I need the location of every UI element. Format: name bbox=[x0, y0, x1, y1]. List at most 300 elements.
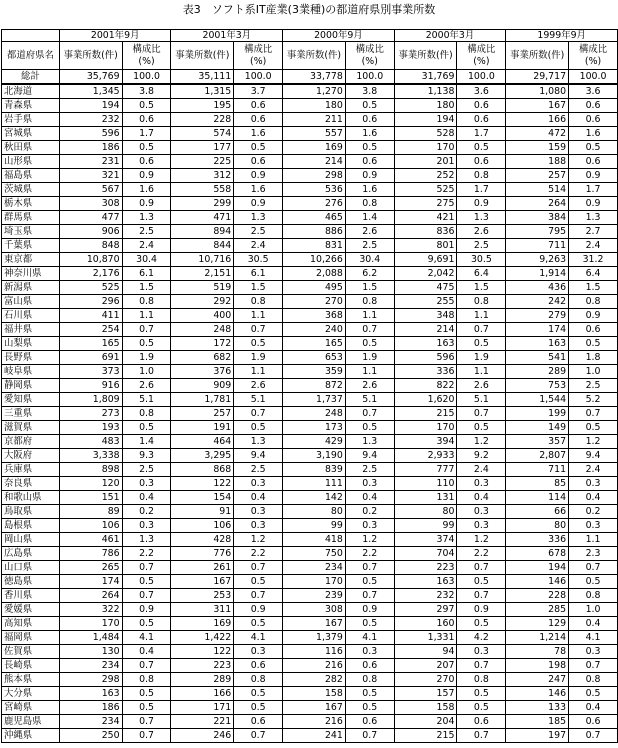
ratio-cell: 0.8 bbox=[345, 295, 394, 309]
count-cell: 10,870 bbox=[59, 253, 122, 267]
ratio-cell: 0.5 bbox=[345, 575, 394, 589]
count-cell: 285 bbox=[506, 603, 569, 617]
table-row bbox=[2, 253, 618, 267]
ratio-cell: 0.7 bbox=[345, 589, 394, 603]
ratio-cell: 0.7 bbox=[122, 323, 171, 337]
count-cell: 273 bbox=[59, 407, 122, 421]
ratio-cell: 0.7 bbox=[569, 407, 618, 421]
count-cell: 275 bbox=[394, 197, 457, 211]
table-row bbox=[2, 631, 618, 645]
count-cell: 357 bbox=[506, 435, 569, 449]
count-cell: 308 bbox=[59, 197, 122, 211]
table-row bbox=[2, 477, 618, 491]
prefecture-name-cell: 新潟県 bbox=[2, 281, 60, 295]
count-cell: 9,691 bbox=[394, 253, 457, 267]
prefecture-name-cell: 熊本県 bbox=[2, 673, 60, 687]
table-row bbox=[2, 211, 618, 225]
ratio-cell: 0.6 bbox=[234, 715, 283, 729]
table-row bbox=[2, 365, 618, 379]
count-cell: 1,422 bbox=[171, 631, 234, 645]
table-row bbox=[2, 337, 618, 351]
ratio-cell: 0.5 bbox=[569, 575, 618, 589]
count-cell: 10,716 bbox=[171, 253, 234, 267]
ratio-cell: 3.8 bbox=[122, 84, 171, 99]
prefecture-name-cell: 和歌山県 bbox=[2, 491, 60, 505]
ratio-cell: 0.3 bbox=[457, 519, 506, 533]
ratio-cell: 0.3 bbox=[457, 505, 506, 519]
ratio-cell: 0.9 bbox=[122, 169, 171, 183]
table-row bbox=[2, 519, 618, 533]
prefecture-name-cell: 千葉県 bbox=[2, 239, 60, 253]
count-cell: 368 bbox=[283, 309, 346, 323]
count-cell: 231 bbox=[59, 155, 122, 169]
count-cell: 429 bbox=[283, 435, 346, 449]
table-row bbox=[2, 547, 618, 561]
table-row bbox=[2, 673, 618, 687]
ratio-cell: 1.9 bbox=[345, 351, 394, 365]
ratio-cell: 1.5 bbox=[457, 281, 506, 295]
ratio-cell: 0.9 bbox=[234, 197, 283, 211]
count-cell: 525 bbox=[59, 281, 122, 295]
ratio-cell: 9.3 bbox=[122, 449, 171, 463]
count-cell: 250 bbox=[59, 729, 122, 743]
count-cell: 186 bbox=[59, 701, 122, 715]
ratio-cell: 0.5 bbox=[345, 421, 394, 435]
table-row bbox=[2, 379, 618, 393]
count-cell: 704 bbox=[394, 547, 457, 561]
ratio-cell: 2.2 bbox=[457, 547, 506, 561]
ratio-cell: 2.2 bbox=[234, 547, 283, 561]
ratio-cell: 0.6 bbox=[345, 155, 394, 169]
ratio-cell: 6.4 bbox=[457, 267, 506, 281]
ratio-cell: 0.6 bbox=[345, 113, 394, 127]
count-cell: 221 bbox=[171, 715, 234, 729]
count-cell: 906 bbox=[59, 225, 122, 239]
ratio-cell: 0.6 bbox=[457, 155, 506, 169]
ratio-cell: 1.7 bbox=[122, 127, 171, 141]
count-cell: 130 bbox=[59, 645, 122, 659]
ratio-cell: 0.7 bbox=[122, 589, 171, 603]
count-cell: 89 bbox=[59, 505, 122, 519]
prefecture-name-cell: 長野県 bbox=[2, 351, 60, 365]
ratio-cell: 0.5 bbox=[457, 421, 506, 435]
ratio-cell: 0.5 bbox=[457, 575, 506, 589]
ratio-cell: 0.5 bbox=[457, 617, 506, 631]
table-row bbox=[2, 141, 618, 155]
prefecture-name-cell: 栃木県 bbox=[2, 197, 60, 211]
count-cell: 2,176 bbox=[59, 267, 122, 281]
count-cell: 336 bbox=[394, 365, 457, 379]
table-row bbox=[2, 561, 618, 575]
ratio-cell: 0.9 bbox=[569, 169, 618, 183]
count-cell: 1,138 bbox=[394, 84, 457, 99]
count-cell: 653 bbox=[283, 351, 346, 365]
ratio-cell: 2.4 bbox=[569, 463, 618, 477]
ratio-cell: 1.2 bbox=[457, 533, 506, 547]
ratio-cell: 31.2 bbox=[569, 253, 618, 267]
table-row bbox=[2, 281, 618, 295]
count-cell: 234 bbox=[59, 715, 122, 729]
count-cell: 66 bbox=[506, 505, 569, 519]
ratio-cell: 6.1 bbox=[234, 267, 283, 281]
prefecture-name-cell: 島根県 bbox=[2, 519, 60, 533]
prefecture-name-cell: 佐賀県 bbox=[2, 645, 60, 659]
ratio-cell: 3.7 bbox=[234, 84, 283, 99]
ratio-cell: 0.5 bbox=[569, 337, 618, 351]
prefecture-name-cell: 東京都 bbox=[2, 253, 60, 267]
count-cell: 165 bbox=[283, 337, 346, 351]
count-header: 事業所数(件) bbox=[171, 42, 234, 70]
count-cell: 336 bbox=[506, 533, 569, 547]
count-cell: 223 bbox=[394, 561, 457, 575]
ratio-cell: 0.9 bbox=[345, 603, 394, 617]
count-cell: 519 bbox=[171, 281, 234, 295]
count-cell: 163 bbox=[59, 687, 122, 701]
count-cell: 1,214 bbox=[506, 631, 569, 645]
count-cell: 157 bbox=[394, 687, 457, 701]
ratio-header: 構成比(%) bbox=[345, 42, 394, 70]
prefecture-name-cell: 大阪府 bbox=[2, 449, 60, 463]
ratio-cell: 0.8 bbox=[569, 589, 618, 603]
count-cell: 234 bbox=[59, 659, 122, 673]
prefecture-name-cell: 京都府 bbox=[2, 435, 60, 449]
ratio-cell: 0.5 bbox=[234, 687, 283, 701]
ratio-cell: 0.7 bbox=[234, 561, 283, 575]
table-row bbox=[2, 99, 618, 113]
count-cell: 257 bbox=[171, 407, 234, 421]
ratio-cell: 0.6 bbox=[234, 113, 283, 127]
count-cell: 1,781 bbox=[171, 393, 234, 407]
count-cell: 1,484 bbox=[59, 631, 122, 645]
prefecture-name-cell: 高知県 bbox=[2, 617, 60, 631]
ratio-cell: 0.4 bbox=[569, 701, 618, 715]
ratio-cell: 1.3 bbox=[234, 435, 283, 449]
ratio-cell: 0.8 bbox=[345, 673, 394, 687]
count-cell: 465 bbox=[283, 211, 346, 225]
ratio-header: 構成比(%) bbox=[569, 42, 618, 70]
count-cell: 9,263 bbox=[506, 253, 569, 267]
ratio-cell: 0.7 bbox=[457, 323, 506, 337]
count-cell: 186 bbox=[59, 141, 122, 155]
ratio-cell: 1.6 bbox=[122, 183, 171, 197]
ratio-cell: 0.7 bbox=[122, 561, 171, 575]
count-cell: 848 bbox=[59, 239, 122, 253]
ratio-cell: 0.3 bbox=[234, 519, 283, 533]
ratio-cell: 1.7 bbox=[457, 127, 506, 141]
ratio-cell: 6.2 bbox=[345, 267, 394, 281]
ratio-cell: 2.5 bbox=[457, 239, 506, 253]
count-cell: 85 bbox=[506, 477, 569, 491]
count-cell: 246 bbox=[171, 729, 234, 743]
ratio-cell: 2.6 bbox=[345, 225, 394, 239]
ratio-cell: 2.4 bbox=[569, 239, 618, 253]
prefecture-name-cell: 神奈川県 bbox=[2, 267, 60, 281]
count-cell: 225 bbox=[171, 155, 234, 169]
count-cell: 228 bbox=[171, 113, 234, 127]
count-cell: 133 bbox=[506, 701, 569, 715]
count-cell: 215 bbox=[394, 407, 457, 421]
count-cell: 750 bbox=[283, 547, 346, 561]
count-cell: 1,737 bbox=[283, 393, 346, 407]
ratio-cell: 0.4 bbox=[234, 491, 283, 505]
count-cell: 270 bbox=[394, 673, 457, 687]
count-cell: 80 bbox=[283, 505, 346, 519]
table-row bbox=[2, 645, 618, 659]
count-cell: 173 bbox=[283, 421, 346, 435]
ratio-cell: 0.6 bbox=[569, 155, 618, 169]
ratio-cell: 0.5 bbox=[122, 701, 171, 715]
count-cell: 240 bbox=[283, 323, 346, 337]
ratio-cell: 1.7 bbox=[457, 183, 506, 197]
count-cell: 1,331 bbox=[394, 631, 457, 645]
count-cell: 916 bbox=[59, 379, 122, 393]
count-cell: 289 bbox=[171, 673, 234, 687]
ratio-cell: 0.6 bbox=[234, 155, 283, 169]
count-cell: 194 bbox=[506, 561, 569, 575]
count-cell: 711 bbox=[506, 239, 569, 253]
count-cell: 199 bbox=[506, 407, 569, 421]
ratio-cell: 0.5 bbox=[345, 141, 394, 155]
table-row bbox=[2, 225, 618, 239]
count-cell: 359 bbox=[283, 365, 346, 379]
count-header: 事業所数(件) bbox=[506, 42, 569, 70]
count-cell: 776 bbox=[171, 547, 234, 561]
ratio-cell: 1.3 bbox=[122, 533, 171, 547]
count-cell: 1,544 bbox=[506, 393, 569, 407]
table-row bbox=[2, 701, 618, 715]
prefecture-name-cell: 青森県 bbox=[2, 99, 60, 113]
table-row bbox=[2, 505, 618, 519]
ratio-cell: 0.5 bbox=[345, 337, 394, 351]
count-cell: 1,914 bbox=[506, 267, 569, 281]
count-cell: 169 bbox=[283, 141, 346, 155]
count-cell: 298 bbox=[59, 673, 122, 687]
ratio-cell: 0.5 bbox=[234, 337, 283, 351]
ratio-cell: 0.5 bbox=[234, 617, 283, 631]
ratio-cell: 1.3 bbox=[234, 211, 283, 225]
ratio-cell: 1.1 bbox=[569, 533, 618, 547]
prefecture-name-cell: 愛知県 bbox=[2, 393, 60, 407]
ratio-cell: 1.4 bbox=[122, 435, 171, 449]
count-cell: 753 bbox=[506, 379, 569, 393]
count-cell: 844 bbox=[171, 239, 234, 253]
count-cell: 464 bbox=[171, 435, 234, 449]
ratio-cell: 2.4 bbox=[122, 239, 171, 253]
count-cell: 120 bbox=[59, 477, 122, 491]
count-cell: 146 bbox=[506, 575, 569, 589]
ratio-header: 構成比(%) bbox=[122, 42, 171, 70]
ratio-cell: 0.7 bbox=[122, 659, 171, 673]
ratio-cell: 1.6 bbox=[234, 127, 283, 141]
table-row bbox=[2, 239, 618, 253]
ratio-cell: 0.3 bbox=[234, 645, 283, 659]
prefecture-name-cell: 埼玉県 bbox=[2, 225, 60, 239]
count-cell: 308 bbox=[283, 603, 346, 617]
count-cell: 264 bbox=[59, 589, 122, 603]
count-cell: 831 bbox=[283, 239, 346, 253]
ratio-cell: 100.0 bbox=[345, 70, 394, 85]
count-cell: 166 bbox=[171, 687, 234, 701]
count-cell: 174 bbox=[59, 575, 122, 589]
prefecture-name-cell: 岩手県 bbox=[2, 113, 60, 127]
count-cell: 169 bbox=[171, 617, 234, 631]
count-cell: 129 bbox=[506, 617, 569, 631]
ratio-cell: 0.8 bbox=[122, 673, 171, 687]
ratio-cell: 2.5 bbox=[234, 463, 283, 477]
ratio-cell: 0.7 bbox=[345, 729, 394, 743]
count-cell: 146 bbox=[506, 687, 569, 701]
table-row bbox=[2, 127, 618, 141]
ratio-cell: 0.5 bbox=[122, 141, 171, 155]
count-cell: 248 bbox=[171, 323, 234, 337]
count-cell: 289 bbox=[506, 365, 569, 379]
ratio-cell: 0.7 bbox=[457, 729, 506, 743]
ratio-cell: 2.6 bbox=[345, 379, 394, 393]
ratio-cell: 0.3 bbox=[457, 477, 506, 491]
count-cell: 525 bbox=[394, 183, 457, 197]
ratio-cell: 1.3 bbox=[457, 211, 506, 225]
prefecture-name-cell: 宮城県 bbox=[2, 127, 60, 141]
ratio-cell: 3.6 bbox=[457, 84, 506, 99]
ratio-cell: 0.3 bbox=[345, 645, 394, 659]
count-cell: 247 bbox=[506, 673, 569, 687]
count-cell: 197 bbox=[506, 729, 569, 743]
ratio-cell: 2.5 bbox=[234, 225, 283, 239]
ratio-cell: 0.9 bbox=[234, 169, 283, 183]
count-cell: 2,807 bbox=[506, 449, 569, 463]
prefecture-name-cell: 岐阜県 bbox=[2, 365, 60, 379]
ratio-cell: 0.3 bbox=[345, 519, 394, 533]
count-cell: 252 bbox=[394, 169, 457, 183]
ratio-cell: 2.5 bbox=[345, 239, 394, 253]
count-cell: 909 bbox=[171, 379, 234, 393]
count-cell: 528 bbox=[394, 127, 457, 141]
ratio-cell: 1.3 bbox=[345, 435, 394, 449]
ratio-cell: 0.7 bbox=[457, 561, 506, 575]
count-cell: 122 bbox=[171, 645, 234, 659]
ratio-cell: 1.1 bbox=[234, 365, 283, 379]
ratio-cell: 1.1 bbox=[122, 309, 171, 323]
count-cell: 2,151 bbox=[171, 267, 234, 281]
count-cell: 711 bbox=[506, 463, 569, 477]
table-row bbox=[2, 155, 618, 169]
count-cell: 166 bbox=[506, 113, 569, 127]
ratio-cell: 1.1 bbox=[457, 365, 506, 379]
count-cell: 312 bbox=[171, 169, 234, 183]
count-cell: 292 bbox=[171, 295, 234, 309]
prefecture-name-cell: 愛媛県 bbox=[2, 603, 60, 617]
table-row bbox=[2, 589, 618, 603]
prefecture-name-cell: 山梨県 bbox=[2, 337, 60, 351]
count-cell: 472 bbox=[506, 127, 569, 141]
prefecture-name-cell: 静岡県 bbox=[2, 379, 60, 393]
count-cell: 163 bbox=[506, 337, 569, 351]
count-cell: 232 bbox=[59, 113, 122, 127]
count-cell: 596 bbox=[394, 351, 457, 365]
table-body bbox=[2, 30, 618, 743]
count-cell: 311 bbox=[171, 603, 234, 617]
ratio-cell: 1.1 bbox=[345, 309, 394, 323]
ratio-cell: 2.2 bbox=[122, 547, 171, 561]
ratio-cell: 2.5 bbox=[569, 379, 618, 393]
ratio-cell: 1.4 bbox=[345, 211, 394, 225]
count-cell: 3,295 bbox=[171, 449, 234, 463]
table-row bbox=[2, 407, 618, 421]
count-cell: 80 bbox=[506, 519, 569, 533]
table-row bbox=[2, 729, 618, 743]
count-cell: 297 bbox=[394, 603, 457, 617]
prefecture-name-cell: 山口県 bbox=[2, 561, 60, 575]
ratio-cell: 100.0 bbox=[234, 70, 283, 85]
count-cell: 477 bbox=[59, 211, 122, 225]
ratio-cell: 1.5 bbox=[234, 281, 283, 295]
ratio-cell: 0.5 bbox=[122, 617, 171, 631]
ratio-cell: 0.5 bbox=[457, 701, 506, 715]
count-cell: 279 bbox=[506, 309, 569, 323]
ratio-cell: 0.6 bbox=[457, 113, 506, 127]
prefecture-name-cell: 富山県 bbox=[2, 295, 60, 309]
ratio-cell: 0.4 bbox=[457, 491, 506, 505]
ratio-cell: 4.1 bbox=[569, 631, 618, 645]
ratio-cell: 1.2 bbox=[234, 533, 283, 547]
count-cell: 836 bbox=[394, 225, 457, 239]
count-cell: 691 bbox=[59, 351, 122, 365]
table-row bbox=[2, 309, 618, 323]
count-cell: 898 bbox=[59, 463, 122, 477]
ratio-cell: 1.5 bbox=[345, 281, 394, 295]
table-row bbox=[2, 533, 618, 547]
table-row bbox=[2, 351, 618, 365]
count-cell: 536 bbox=[283, 183, 346, 197]
ratio-cell: 5.1 bbox=[345, 393, 394, 407]
ratio-cell: 0.6 bbox=[122, 113, 171, 127]
count-cell: 541 bbox=[506, 351, 569, 365]
ratio-cell: 0.7 bbox=[345, 407, 394, 421]
count-cell: 216 bbox=[283, 715, 346, 729]
count-cell: 298 bbox=[283, 169, 346, 183]
count-cell: 99 bbox=[394, 519, 457, 533]
count-cell: 111 bbox=[283, 477, 346, 491]
count-cell: 185 bbox=[506, 715, 569, 729]
ratio-cell: 0.5 bbox=[234, 141, 283, 155]
ratio-cell: 0.5 bbox=[345, 99, 394, 113]
count-cell: 170 bbox=[394, 421, 457, 435]
count-cell: 191 bbox=[171, 421, 234, 435]
ratio-cell: 1.2 bbox=[457, 435, 506, 449]
count-header: 事業所数(件) bbox=[283, 42, 346, 70]
count-cell: 172 bbox=[171, 337, 234, 351]
ratio-cell: 5.1 bbox=[122, 393, 171, 407]
ratio-cell: 0.9 bbox=[234, 603, 283, 617]
ratio-cell: 0.6 bbox=[569, 113, 618, 127]
ratio-cell: 0.3 bbox=[122, 519, 171, 533]
count-cell: 99 bbox=[283, 519, 346, 533]
ratio-cell: 0.4 bbox=[122, 491, 171, 505]
count-cell: 33,778 bbox=[283, 70, 346, 85]
ratio-cell: 2.6 bbox=[122, 379, 171, 393]
count-cell: 10,266 bbox=[283, 253, 346, 267]
ratio-cell: 0.2 bbox=[122, 505, 171, 519]
ratio-cell: 0.7 bbox=[234, 729, 283, 743]
count-cell: 1,270 bbox=[283, 84, 346, 99]
prefecture-name-cell: 奈良県 bbox=[2, 477, 60, 491]
count-cell: 418 bbox=[283, 533, 346, 547]
ratio-cell: 1.2 bbox=[345, 533, 394, 547]
count-cell: 822 bbox=[394, 379, 457, 393]
count-cell: 839 bbox=[283, 463, 346, 477]
count-cell: 114 bbox=[506, 491, 569, 505]
ratio-cell: 0.8 bbox=[345, 197, 394, 211]
